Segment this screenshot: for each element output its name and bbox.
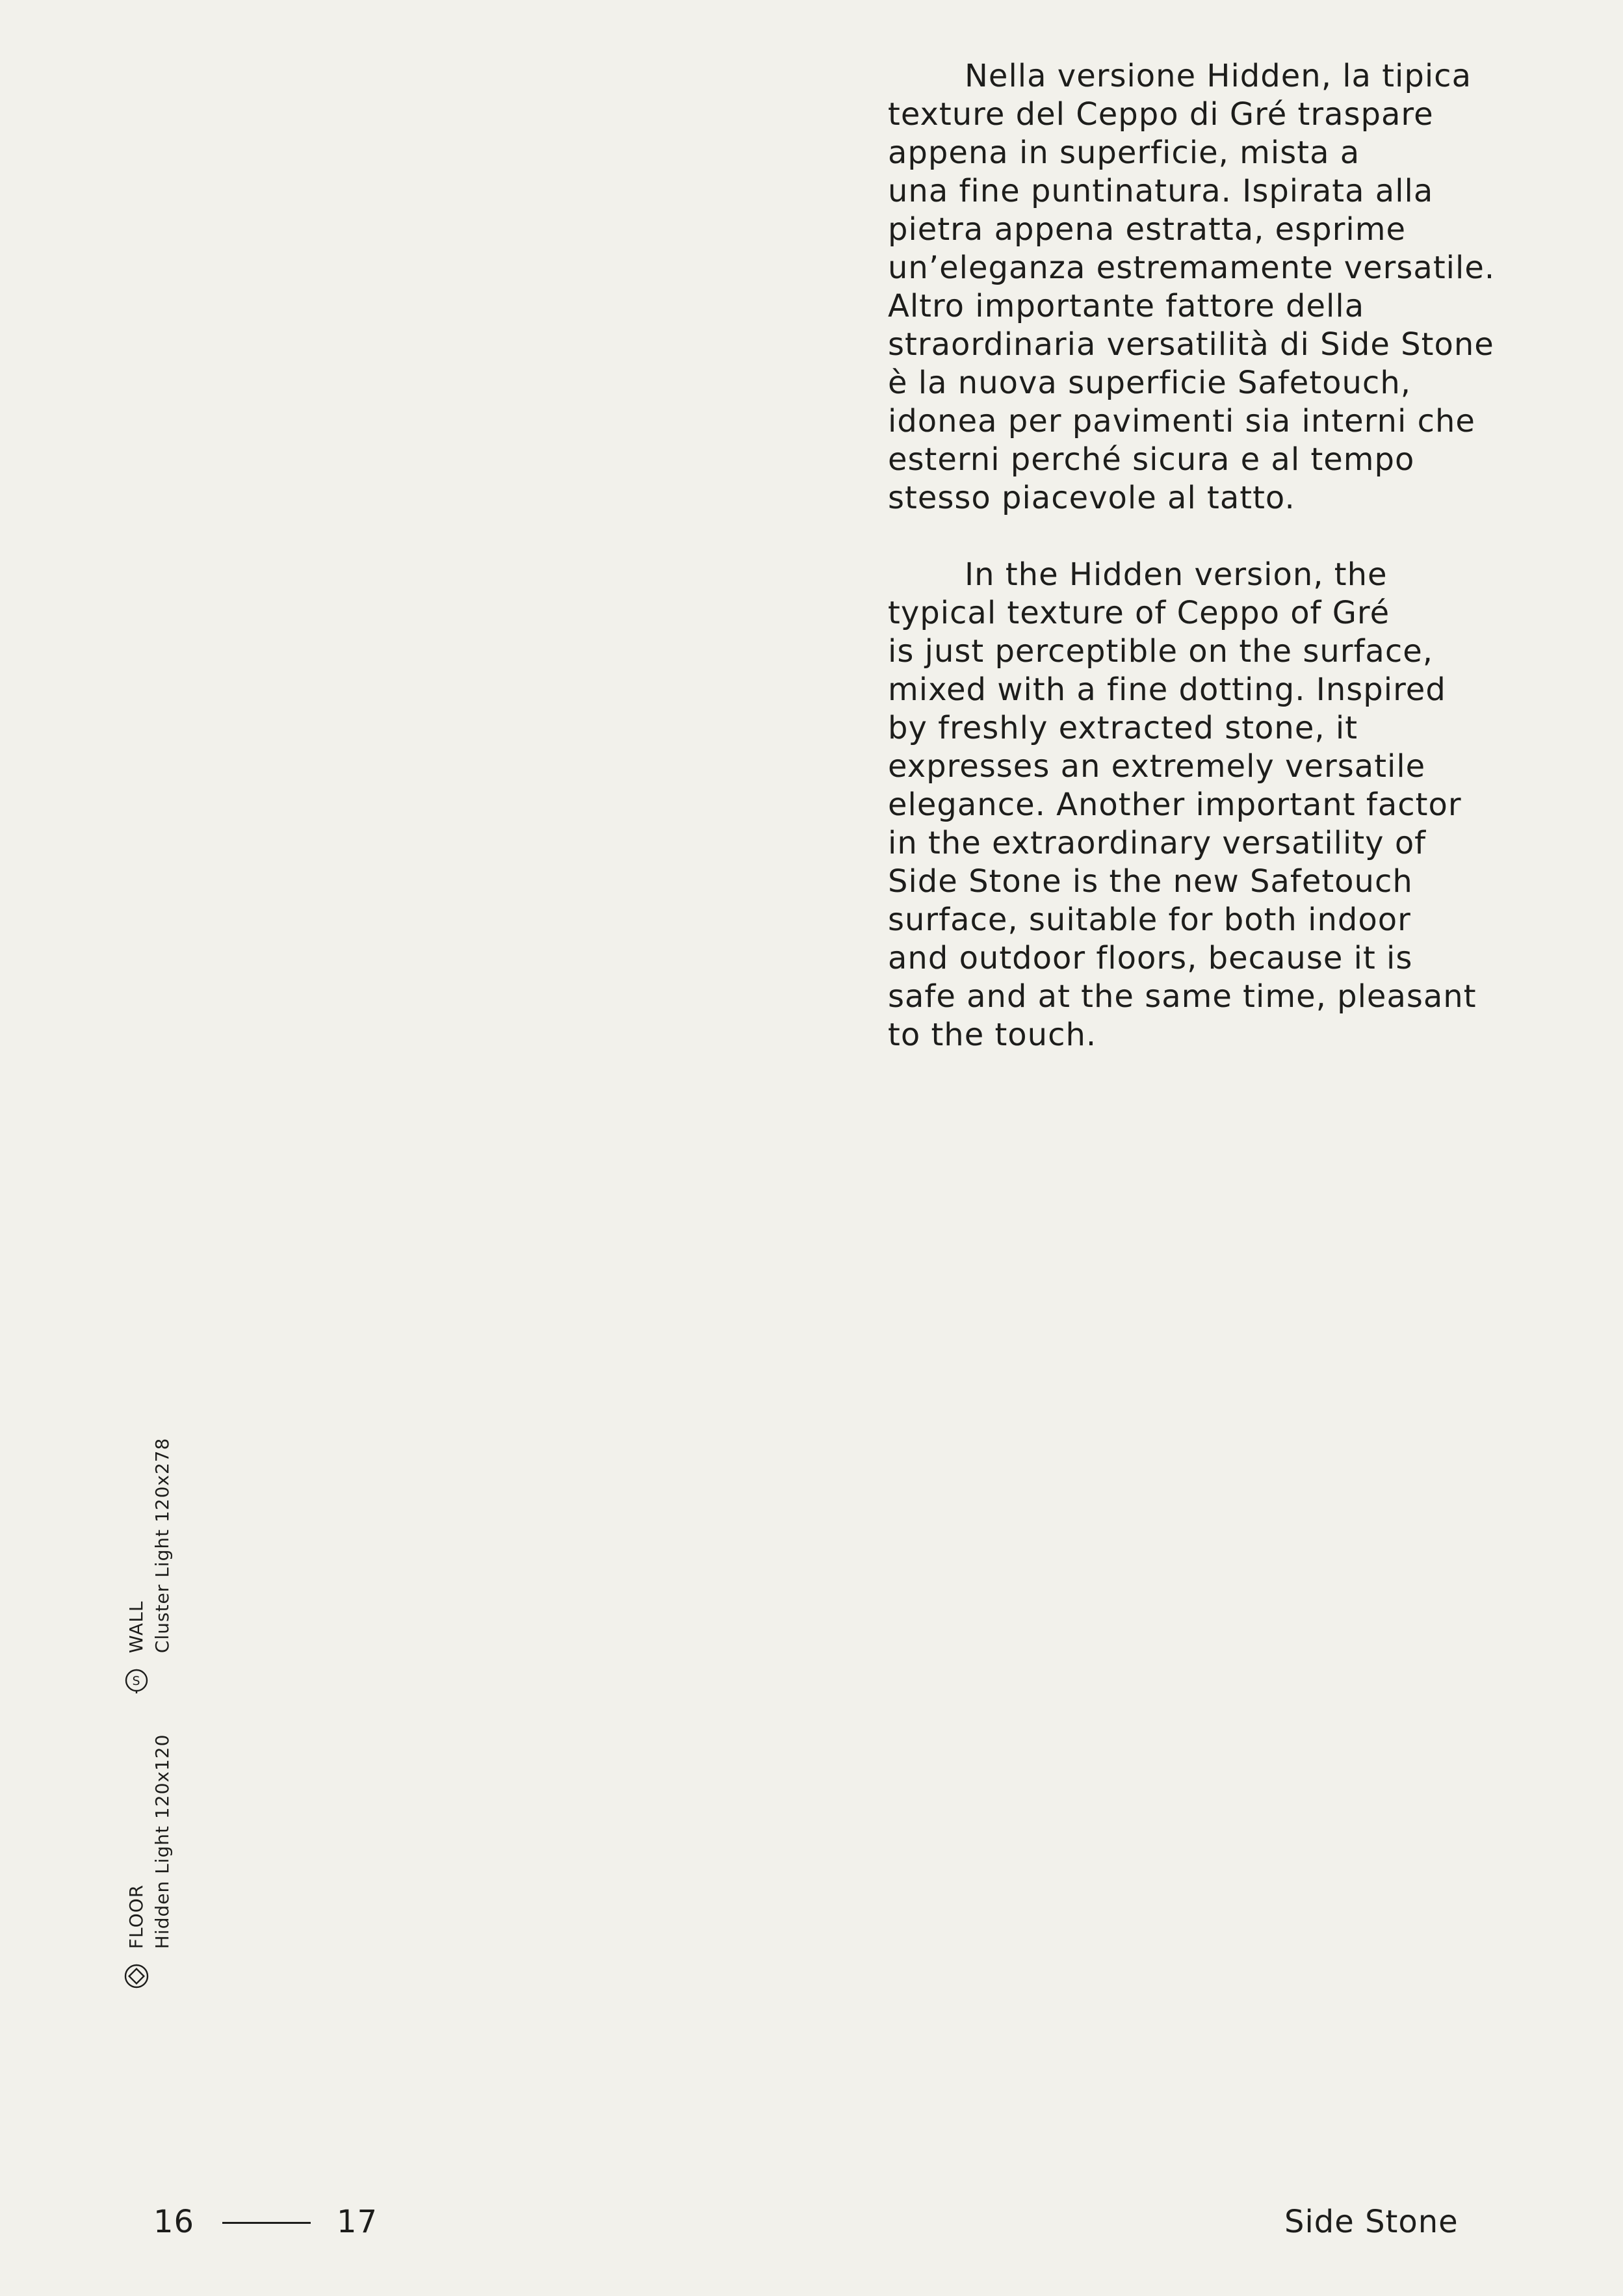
paragraph-line: In the Hidden version, the bbox=[965, 556, 1388, 593]
paragraph-line: to the touch. bbox=[888, 1017, 1097, 1053]
page-number-left: 16 bbox=[153, 2204, 195, 2240]
paragraph-line: typical texture of Ceppo of Gré bbox=[888, 595, 1390, 631]
paragraph-line: è la nuova superficie Safetouch, bbox=[888, 365, 1411, 401]
floor-caption bbox=[123, 1734, 175, 1989]
paragraph-line: stesso piacevole al tatto. bbox=[888, 480, 1295, 516]
paragraph-line: elegance. Another important factor bbox=[888, 787, 1462, 823]
paragraph-line: is just perceptible on the surface, bbox=[888, 633, 1433, 670]
english-paragraph bbox=[888, 556, 1538, 1054]
wall-s-icon bbox=[123, 1667, 149, 1693]
paragraph-line: idonea per pavimenti sia interni che bbox=[888, 403, 1475, 439]
page-number-separator bbox=[222, 2222, 311, 2224]
paragraph-line: straordinaria versatilità di Side Stone bbox=[888, 326, 1494, 363]
page-footer bbox=[0, 2199, 1623, 2245]
wall-caption bbox=[123, 1438, 175, 1693]
svg-text:S: S bbox=[132, 1674, 141, 1688]
paragraph-line: expresses an extremely versatile bbox=[888, 748, 1426, 785]
floor-diamond-icon bbox=[123, 1963, 149, 1989]
wall-product: Cluster Light 120x278 bbox=[151, 1437, 173, 1654]
paragraph-line: una fine puntinatura. Ispirata alla bbox=[888, 173, 1434, 209]
page-number-right: 17 bbox=[337, 2204, 378, 2240]
paragraph-line: in the extraordinary versatility of bbox=[888, 825, 1427, 861]
wall-label: WALL bbox=[125, 1600, 147, 1654]
italian-paragraph bbox=[888, 57, 1538, 517]
body-text-column bbox=[888, 57, 1538, 1054]
paragraph-line: mixed with a fine dotting. Inspired bbox=[888, 672, 1446, 708]
paragraph-line: texture del Ceppo di Gré traspare bbox=[888, 96, 1434, 133]
paragraph-line: safe and at the same time, pleasant bbox=[888, 978, 1477, 1015]
paragraph-line: pietra appena estratta, esprime bbox=[888, 211, 1406, 248]
floor-product: Hidden Light 120x120 bbox=[151, 1734, 173, 1950]
paragraph-line: surface, suitable for both indoor bbox=[888, 902, 1411, 938]
paragraph-line: Side Stone is the new Safetouch bbox=[888, 863, 1413, 900]
paragraph-line: esterni perché sicura e al tempo bbox=[888, 441, 1415, 478]
paragraph-line: Nella versione Hidden, la tipica bbox=[965, 58, 1472, 94]
paragraph-line: Altro importante fattore della bbox=[888, 288, 1365, 324]
paragraph-line: un’eleganza estremamente versatile. bbox=[888, 250, 1496, 286]
paragraph-line: and outdoor floors, because it is bbox=[888, 940, 1413, 976]
floor-label: FLOOR bbox=[125, 1884, 147, 1950]
brand-name: Side Stone bbox=[1284, 2204, 1459, 2240]
paragraph-line: by freshly extracted stone, it bbox=[888, 710, 1358, 746]
paragraph-line: appena in superficie, mista a bbox=[888, 135, 1360, 171]
